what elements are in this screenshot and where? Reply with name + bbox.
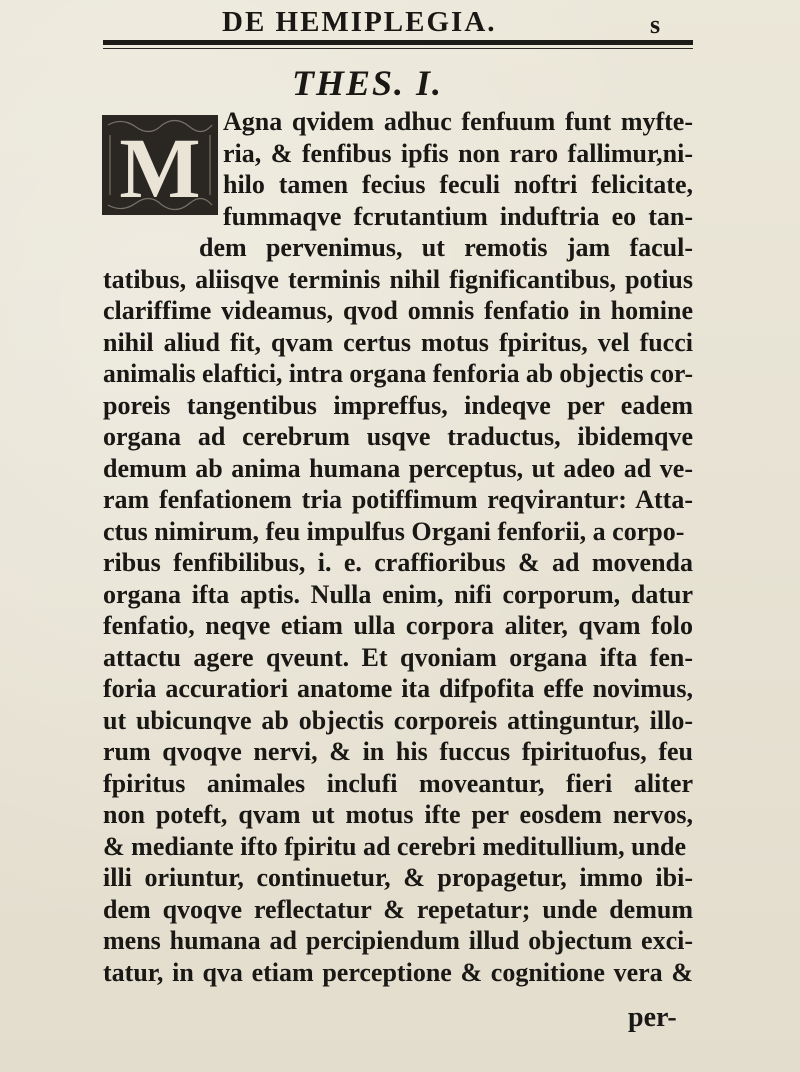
catchword: per- <box>628 1002 677 1033</box>
thesis-heading: THES. I. <box>292 63 444 103</box>
text-line: Agna qvidem adhuc fenfuum funt myfte- <box>223 107 693 136</box>
text-line: organa ad cerebrum usqve traductus, ibidemqve <box>103 422 693 451</box>
text-line: tatibus, aliisqve terminis nihil fignificantibus, potius <box>103 264 693 294</box>
initial-letter: M <box>119 120 201 215</box>
text-line: non poteft, qvam ut motus ifte per eosdem nervos, <box>103 800 693 829</box>
text-line: rum qvoqve nervi, & in his fuccus fpirituofus, feu <box>103 737 693 766</box>
text-line: fenfatio, neqve etiam ulla corpora aliter, qvam folo <box>103 611 693 640</box>
text-line: attactu agere qveunt. Et qvoniam organa ifta fen- <box>103 642 693 672</box>
text-line: & mediante ifto fpiritu ad cerebri meditullium, unde <box>103 831 687 861</box>
text-line: dem qvoqve reflectatur & repetatur; unde demum <box>103 894 693 924</box>
signature-mark: s <box>650 10 661 39</box>
text-line: illi oriuntur, continuetur, & propagetur, immo ibi- <box>103 863 693 892</box>
text-line: mens humana ad percipiendum illud objectum exci- <box>103 926 693 955</box>
text-line: ram fenfationem tria potiffimum reqvirantur: Atta- <box>103 485 693 514</box>
text-line: ctus nimirum, feu impulfus Organi fenforii, a corpo- <box>103 516 685 546</box>
text-line: ribus fenfibilibus, i. e. craffioribus & ad movenda <box>103 548 693 577</box>
text-line: animalis elaftici, intra organa fenforia ab objectis cor- <box>103 359 693 388</box>
text-line: fpiritus animales inclufi moveantur, fieri aliter <box>103 768 693 798</box>
text-line: tatur, in qva etiam perceptione & cognitione vera & <box>103 957 693 987</box>
running-head <box>0 6 800 39</box>
text-line: dem pervenimus, ut remotis jam facul- <box>199 233 693 262</box>
text-line: demum ab anima humana perceptus, ut adeo ad ve- <box>103 453 693 483</box>
text-line: clariffime videamus, qvod omnis fenfatio in homine <box>103 296 693 325</box>
text-line: organa ifta aptis. Nulla enim, nifi corporum, datur <box>103 579 693 609</box>
text-line: fummaqve fcrutantium induftria eo tan- <box>223 201 693 231</box>
text-line: poreis tangentibus impreffus, indeqve per eadem <box>103 390 693 420</box>
text-line: ria, & fenfibus ipfis non raro fallimur,ni- <box>223 138 693 168</box>
body-text <box>103 106 693 988</box>
header-rule <box>103 40 693 45</box>
text-line: ut ubicunqve ab objectis corporeis attinguntur, illo- <box>103 705 693 735</box>
running-title: DE HEMIPLEGIA. <box>222 6 497 38</box>
text-line: nihil aliud fit, qvam certus motus fpiritus, vel fucci <box>103 327 693 357</box>
text-line: hilo tamen fecius feculi noftri felicitate, <box>223 170 693 199</box>
header-rule-thin <box>103 48 693 49</box>
text-line: foria accuratiori anatome ita difpofita effe novimus, <box>103 674 693 703</box>
